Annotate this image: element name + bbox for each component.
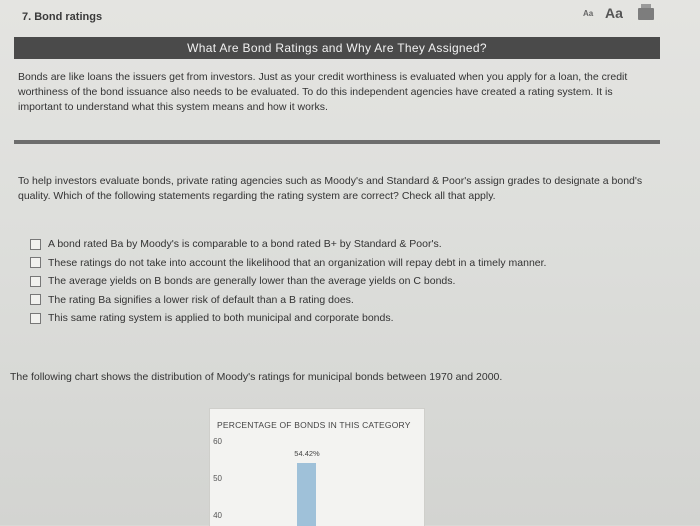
option-label[interactable]: A bond rated Ba by Moody's is comparable to a bond rated B+ by Standard & Poor's. [48,238,442,251]
chart-title: PERCENTAGE OF BONDS IN THIS CATEGORY [217,420,411,430]
chart-intro: The following chart shows the distribution of Moody's ratings for municipal bonds between 1970 and 2000. [10,371,503,383]
bar-data-label: 54.42% [294,448,320,458]
print-icon[interactable] [638,8,654,20]
option-row[interactable] [30,291,660,310]
question-title: 7. Bond ratings [22,11,103,23]
y-tick-label: 50 [213,474,222,483]
checkbox[interactable] [30,239,41,250]
increase-font-button[interactable]: Aa [605,5,623,21]
checkbox[interactable] [30,257,41,268]
option-label[interactable]: These ratings do not take into account the likelihood that an organization will repay debt in a timely manner. [48,256,547,269]
y-tick-label: 60 [213,437,222,446]
option-label[interactable]: This same rating system is applied to both municipal and corporate bonds. [48,312,394,325]
checkbox[interactable] [30,313,41,324]
section-divider [14,140,660,144]
intro-paragraph: Bonds are like loans the issuers get from investors. Just as your credit worthiness is evaluated when you apply for a loan, the credit worthiness of the bond issuance also needs to be evaluated. To do this independent agencies have created a rating system. It is important to understand what this system means and how it works. [18,71,628,113]
y-tick-label: 40 [213,511,222,520]
option-row[interactable] [30,272,660,291]
chart-bar [297,463,316,526]
ratings-chart [209,408,425,526]
option-label[interactable]: The rating Ba signifies a lower risk of default than a B rating does. [48,293,354,306]
checkbox[interactable] [30,276,41,287]
section-title: What Are Bond Ratings and Why Are They Assigned? [14,37,660,59]
options-list [30,235,660,328]
checkbox[interactable] [30,294,41,305]
option-row[interactable] [30,254,660,273]
top-bar [0,0,700,36]
question-prompt: To help investors evaluate bonds, private rating agencies such as Moody's and Standard & Poor's assign grades to designate a bond's quality. Which of the following statements regarding the rating system are correct? Check all that apply. [18,175,643,202]
option-label[interactable]: The average yields on B bonds are generally lower than the average yields on C bonds. [48,275,456,288]
option-row[interactable] [30,235,660,254]
decrease-font-button[interactable]: Aa [583,9,594,18]
option-row[interactable] [30,309,660,328]
